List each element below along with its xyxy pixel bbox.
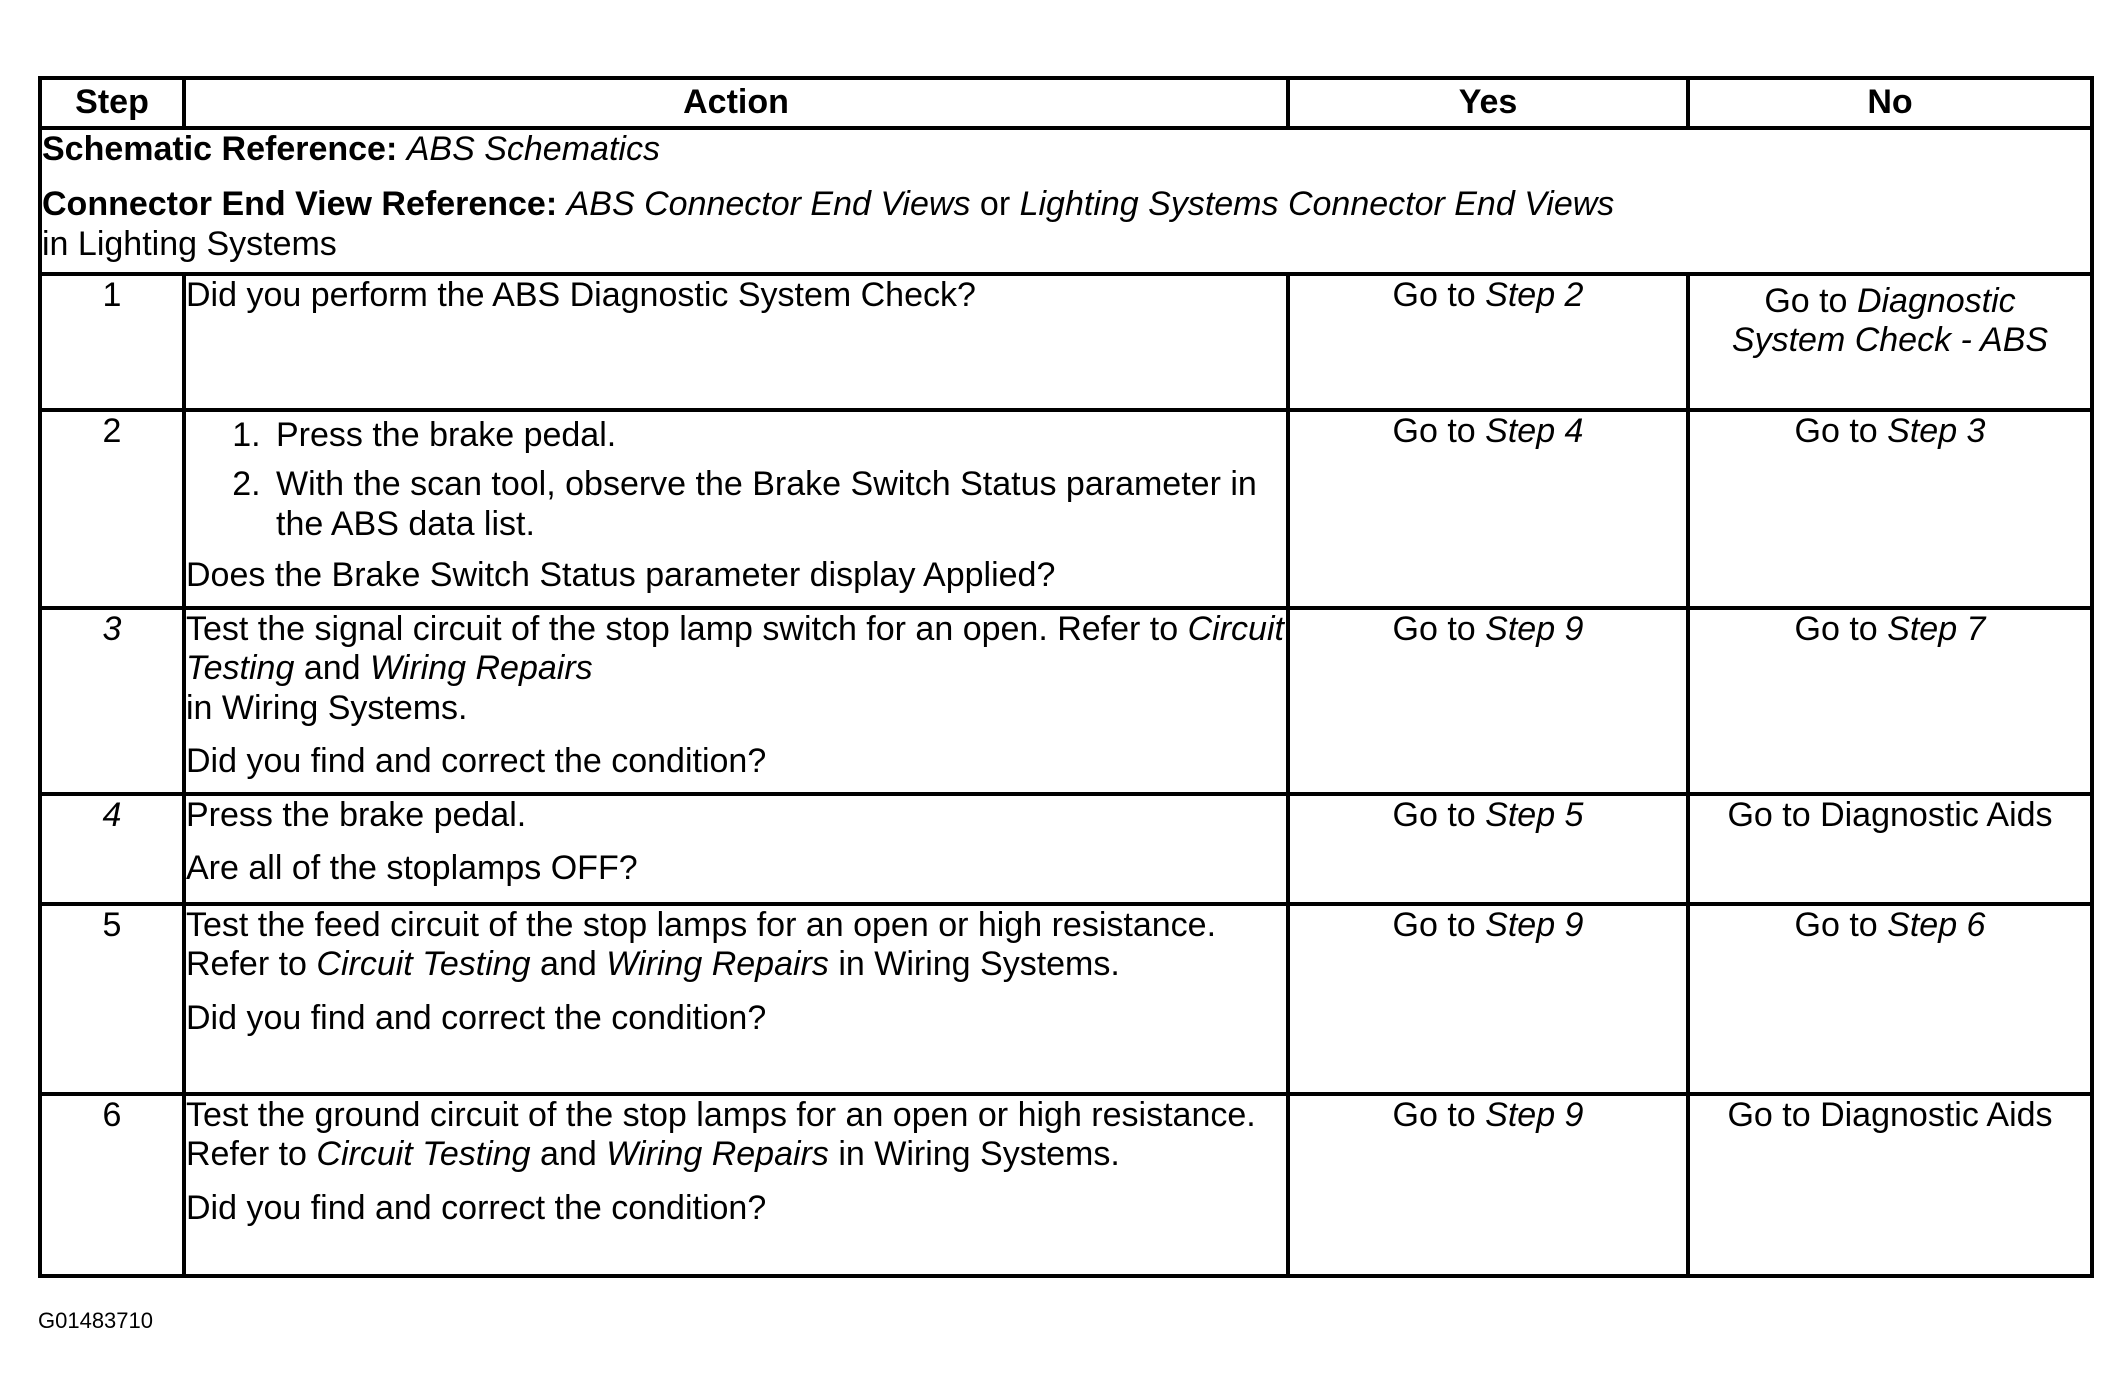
step-number: 5 xyxy=(40,904,184,1094)
reference-row xyxy=(40,128,2092,274)
schematic-reference-label: Schematic Reference: xyxy=(42,130,398,168)
action-text: Press the brake pedal. xyxy=(186,796,527,834)
no-target-link-continued[interactable]: System Check - ABS xyxy=(1731,321,2049,360)
connector-reference-or: or xyxy=(979,185,1011,224)
no-step-link[interactable]: Step 6 xyxy=(1887,906,1986,944)
no-prefix: Go to xyxy=(1794,610,1878,648)
header-no: No xyxy=(1688,78,2092,128)
action-and: and xyxy=(540,1135,597,1174)
action-text xyxy=(186,610,1286,728)
action-instruction: Test the signal circuit of the stop lamp switch for an open. Refer to xyxy=(186,610,1179,648)
question-text: Are all of the stoplamps OFF? xyxy=(186,849,638,888)
action-text xyxy=(186,906,1286,985)
action-cell xyxy=(184,608,1288,794)
action-cell xyxy=(184,904,1288,1094)
question-text: Did you perform the ABS Diagnostic System Check? xyxy=(186,276,976,314)
action-and: and xyxy=(540,945,597,984)
yes-prefix: Go to xyxy=(1392,276,1476,314)
yes-step-link[interactable]: Step 2 xyxy=(1485,276,1584,314)
header-yes: Yes xyxy=(1288,78,1688,128)
action-location: in Wiring Systems. xyxy=(186,688,468,727)
no-cell xyxy=(1688,1094,2092,1276)
no-prefix: Go to xyxy=(1794,412,1878,450)
step-number: 2 xyxy=(40,410,184,608)
schematic-reference-link[interactable]: ABS Schematics xyxy=(406,130,660,168)
no-cell xyxy=(1688,410,2092,608)
instruction-item: 2. With the scan tool, observe the Brake Switch Status parameter in the ABS data list. xyxy=(270,465,1286,544)
connector-reference-link-1[interactable]: ABS Connector End Views xyxy=(566,185,971,224)
step-number: 1 xyxy=(40,274,184,410)
table-row xyxy=(40,794,2092,904)
yes-cell xyxy=(1288,608,1688,794)
yes-cell xyxy=(1288,904,1688,1094)
action-cell xyxy=(184,274,1288,410)
header-step: Step xyxy=(40,78,184,128)
header-row xyxy=(40,78,2092,128)
action-instruction: Test the ground circuit of the stop lamps for an open or high resistance. Refer to xyxy=(186,1096,1256,1174)
action-location: in Wiring Systems. xyxy=(838,1135,1120,1174)
wiring-repairs-link[interactable]: Wiring Repairs xyxy=(606,945,829,984)
no-cell xyxy=(1688,904,2092,1094)
action-cell xyxy=(184,794,1288,904)
yes-prefix: Go to xyxy=(1392,796,1476,834)
yes-cell xyxy=(1288,1094,1688,1276)
action-and: and xyxy=(303,649,361,688)
wiring-repairs-link[interactable]: Wiring Repairs xyxy=(606,1135,829,1174)
no-target-link[interactable]: Diagnostic xyxy=(1856,282,2016,320)
no-cell xyxy=(1688,608,2092,794)
yes-step-link[interactable]: Step 9 xyxy=(1485,1096,1584,1134)
no-cell xyxy=(1688,274,2092,410)
action-location: in Wiring Systems. xyxy=(838,945,1120,984)
table-row xyxy=(40,274,2092,410)
action-cell xyxy=(184,1094,1288,1276)
yes-prefix: Go to xyxy=(1392,1096,1476,1134)
header-action: Action xyxy=(184,78,1288,128)
connector-reference-suffix: in Lighting Systems xyxy=(42,224,337,263)
instruction-item: 1. Press the brake pedal. xyxy=(270,416,1286,455)
diagnostic-aids-link[interactable]: Go to Diagnostic Aids xyxy=(1727,796,2053,834)
reference-cell xyxy=(40,128,2092,274)
no-step-link[interactable]: Step 3 xyxy=(1887,412,1986,450)
yes-cell xyxy=(1288,410,1688,608)
circuit-testing-link[interactable]: Circuit Testing xyxy=(186,610,1284,688)
diagnostic-aids-link[interactable]: Go to Diagnostic Aids xyxy=(1727,1096,2053,1134)
action-instruction: Test the feed circuit of the stop lamps for an open or high resistance. Refer to xyxy=(186,906,1217,984)
schematic-reference xyxy=(42,130,2090,169)
yes-prefix: Go to xyxy=(1392,412,1476,450)
table-row xyxy=(40,608,2092,794)
no-prefix: Go to xyxy=(1764,282,1848,320)
question-text: Did you find and correct the condition? xyxy=(186,742,767,781)
connector-reference-link-2[interactable]: Lighting Systems Connector End Views xyxy=(1019,185,1615,224)
figure-id: G01483710 xyxy=(38,1308,153,1333)
yes-cell xyxy=(1288,274,1688,410)
yes-step-link[interactable]: Step 5 xyxy=(1485,796,1584,834)
yes-prefix: Go to xyxy=(1392,610,1476,648)
table-row xyxy=(40,904,2092,1094)
circuit-testing-link[interactable]: Circuit Testing xyxy=(316,1135,531,1174)
question-text: Did you find and correct the condition? xyxy=(186,1188,767,1227)
yes-prefix: Go to xyxy=(1392,906,1476,944)
step-number: 3 xyxy=(40,608,184,794)
instruction-list xyxy=(186,416,1286,544)
table-row xyxy=(40,1094,2092,1276)
circuit-testing-link[interactable]: Circuit Testing xyxy=(316,945,531,984)
table-row xyxy=(40,410,2092,608)
diagnostic-table xyxy=(38,76,2094,1278)
yes-cell xyxy=(1288,794,1688,904)
yes-step-link[interactable]: Step 9 xyxy=(1485,610,1584,648)
wiring-repairs-link[interactable]: Wiring Repairs xyxy=(370,649,593,688)
no-step-link[interactable]: Step 7 xyxy=(1887,610,1986,648)
question-text: Did you find and correct the condition? xyxy=(186,998,767,1037)
action-cell xyxy=(184,410,1288,608)
step-number: 6 xyxy=(40,1094,184,1276)
yes-step-link[interactable]: Step 4 xyxy=(1485,412,1584,450)
action-text xyxy=(186,1096,1286,1175)
connector-reference xyxy=(42,185,2090,264)
step-number: 4 xyxy=(40,794,184,904)
no-cell xyxy=(1688,794,2092,904)
connector-reference-label: Connector End View Reference: xyxy=(42,185,558,224)
no-prefix: Go to xyxy=(1794,906,1878,944)
yes-step-link[interactable]: Step 9 xyxy=(1485,906,1584,944)
question-text: Does the Brake Switch Status parameter display Applied? xyxy=(186,556,1056,595)
